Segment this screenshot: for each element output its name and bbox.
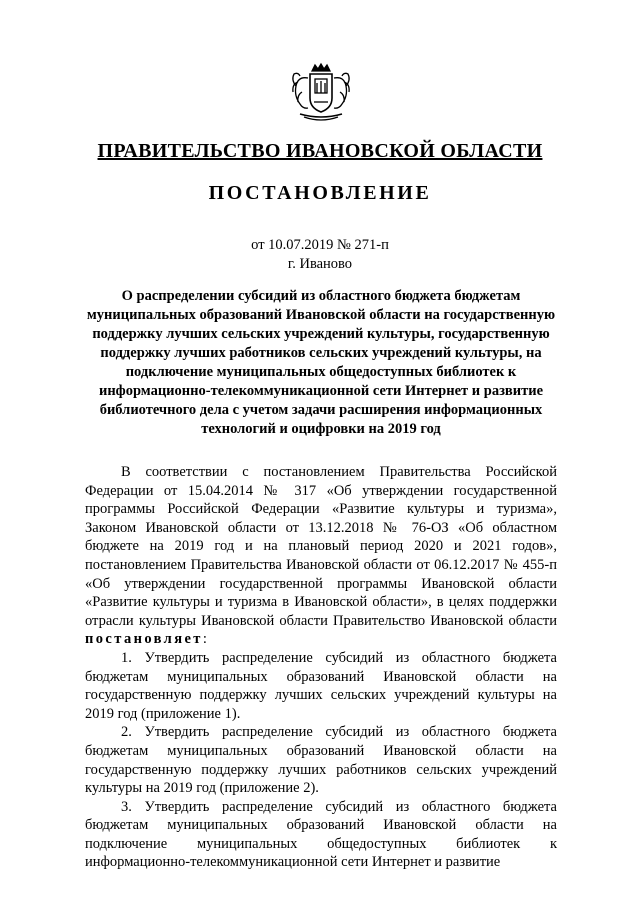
item-2: 2. Утвердить распределение субсидий из областного бюджета бюджетам муниципальных образований Ивановской области на государственную поддержку лучших работников сельских учреждений культуры на 2019 год (приложение 2). — [85, 724, 557, 797]
item-1: 1. Утвердить распределение субсидий из областного бюджета бюджетам муниципальных образований Ивановской области на государственную поддержку лучших сельских учреждений культуры на 2019 год (приложение 1). — [85, 649, 557, 722]
decree-colon: : — [202, 631, 207, 648]
document-type-title: ПОСТАНОВЛЕНИЕ — [208, 182, 432, 204]
document-body — [85, 463, 557, 872]
government-name: ПРАВИТЕЛЬСТВО ИВАНОВСКОЙ ОБЛАСТИ — [97, 140, 543, 162]
city: г. Иваново — [287, 256, 353, 272]
item-3: 3. Утвердить распределение субсидий из областного бюджета бюджетам муниципальных образований Ивановской области на подключение муниципальных общедоступных библиотек к информационно-телекоммуникационной сети Интернет и развитие — [85, 798, 557, 871]
decree-word: постановляет — [85, 631, 203, 648]
date-and-number: от 10.07.2019 № 271-п — [251, 237, 389, 253]
intro-paragraph — [85, 463, 557, 649]
document-meta — [0, 236, 640, 274]
coat-of-arms-icon — [288, 62, 354, 124]
intro-text: В соответствии с постановлением Правительства Российской Федерации от 15.04.2014 № 317 «Об утверждении государственной программы Российской Федерации «Развитие культуры и туризма», Законом Ивановской области от 13.12.2018 № 76-ОЗ «Об областном бюджете на 2019 год и на плановый период 2020 и 2021 годов», постановлением Правительства Ивановской области от 06.12.2017 № 455-п «Об утверждении государственной программы Ивановской области «Развитие культуры и туризма в Ивановской области», в целях поддержки отрасли культуры Ивановской области Правительство Ивановской области — [85, 464, 557, 629]
document-subject: О распределении субсидий из областного бюджета бюджетам муниципальных образований Ивановской области на государственную поддержку лучших сельских учреждений культуры, государственную поддержку лучших работников сельских учреждений культуры, на подключение муниципальных общедоступных библиотек к информационно-телекоммуникационной сети Интернет и развитие библиотечного дела с учетом задачи расширения информационных технологий и оцифровки на 2019 год — [86, 288, 556, 437]
